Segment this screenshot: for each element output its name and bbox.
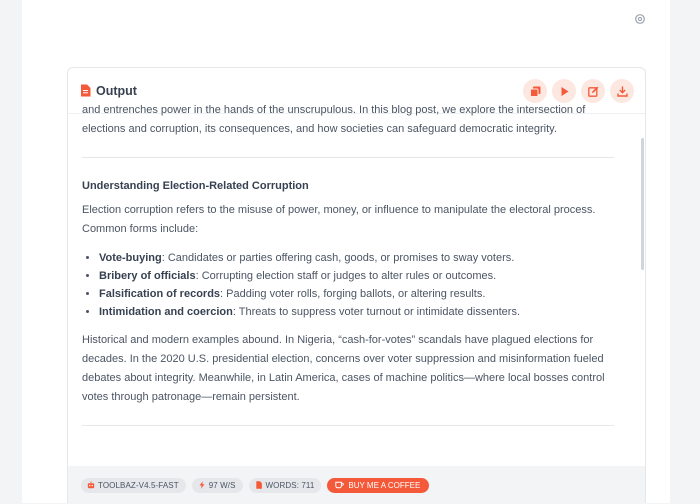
copy-button[interactable] (523, 79, 547, 103)
list-item-term: Bribery of officials (99, 270, 196, 282)
document-icon (255, 481, 263, 489)
speed-badge (192, 478, 243, 493)
list-item-desc: : Padding voter rolls, forging ballots, or altering results. (220, 288, 486, 300)
list-item (99, 303, 614, 321)
list-item (99, 285, 614, 303)
list-item-term: Vote-buying (99, 252, 162, 264)
list-item-desc: : Corrupting election staff or judges to alter rules or outcomes. (195, 270, 497, 282)
section-divider (82, 157, 614, 158)
output-title: Output (96, 83, 137, 98)
output-footer (68, 466, 645, 504)
lightning-icon (198, 481, 206, 489)
model-badge (81, 478, 186, 493)
section-heading: Understanding Election-Related Corruption (82, 180, 309, 192)
buy-coffee-button[interactable] (327, 478, 429, 493)
speed-label: 97 W/S (208, 480, 236, 490)
list-item-term: Intimidation and coercion (99, 306, 233, 318)
settings-icon[interactable] (634, 13, 646, 25)
output-actions (523, 79, 634, 103)
section-divider (82, 425, 614, 426)
document-icon (80, 84, 91, 97)
coffee-icon (335, 481, 344, 489)
play-icon (559, 86, 570, 97)
copy-icon (530, 86, 541, 97)
examples-paragraph: Historical and modern examples abound. In Nigeria, “cash-for-votes” scandals have plagued elections for decades. In the 2020 U.S. presidential election, concerns over voter suppression and misinformation fueled debates about integrity. Meanwhile, in Latin America, cases of machine politics—where local bosses control votes through patronage—remain persistent. (82, 334, 605, 403)
list-item (99, 249, 614, 267)
intro-paragraph: and entrenches power in the hands of the unscrupulous. In this blog post, we explore the intersection of elections and corruption, its consequences, and how societies can safeguard democratic integrity. (82, 104, 586, 135)
definition-paragraph: Election corruption refers to the misuse of power, money, or influence to manipulate the electoral process. Common forms include: (82, 204, 596, 235)
download-icon (617, 86, 628, 97)
buy-coffee-label: BUY ME A COFFEE (348, 480, 421, 490)
model-label: TOOLBAZ-V4.5-FAST (98, 480, 179, 490)
content-scrollbar[interactable] (641, 138, 644, 270)
list-item-term: Falsification of records (99, 288, 221, 300)
word-count-label: WORDS: 711 (265, 480, 315, 490)
output-panel (67, 67, 646, 503)
list-item (99, 267, 614, 285)
download-button[interactable] (610, 79, 634, 103)
edit-icon (588, 86, 599, 97)
word-count-badge (249, 478, 322, 493)
play-button[interactable] (552, 79, 576, 103)
edit-button[interactable] (581, 79, 605, 103)
forms-list (99, 249, 614, 321)
list-item-desc: : Threats to suppress voter turnout or intimidate dissenters. (232, 306, 520, 318)
output-content (82, 104, 630, 466)
robot-icon (87, 481, 95, 489)
list-item-desc: : Candidates or parties offering cash, goods, or promises to sway voters. (161, 252, 515, 264)
